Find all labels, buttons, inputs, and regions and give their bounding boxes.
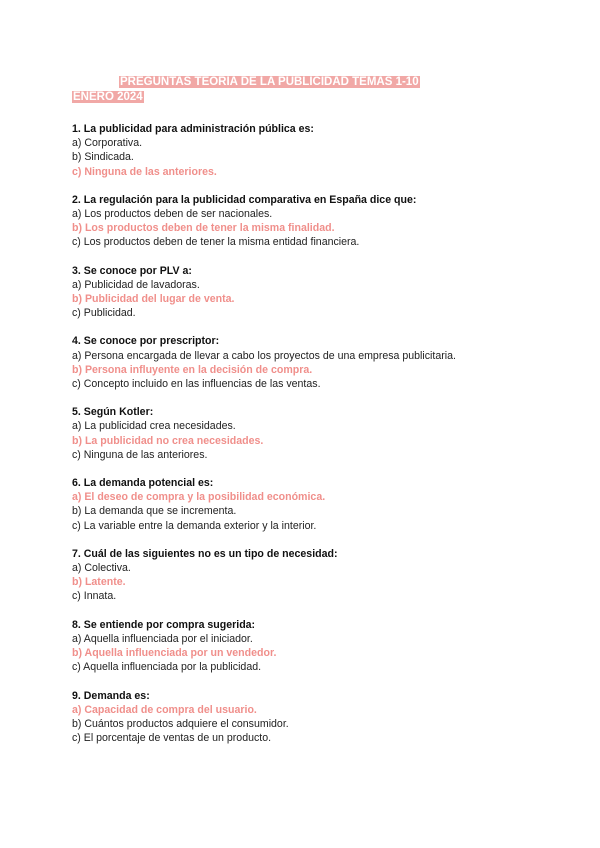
question-block bbox=[72, 334, 542, 391]
answer-option: a) Persona encargada de llevar a cabo los proyectos de una empresa publicitaria. bbox=[72, 349, 456, 362]
question-text: 1. La publicidad para administración pública es: bbox=[72, 123, 314, 135]
answer-option: a) Los productos deben de ser nacionales. bbox=[72, 208, 273, 221]
question-block bbox=[72, 405, 542, 462]
answer-option: b) Cuántos productos adquiere el consumidor. bbox=[72, 717, 289, 730]
correct-answer-option: b) Aquella influenciada por un vendedor. bbox=[72, 647, 277, 660]
correct-answer-option: c) Ninguna de las anteriores. bbox=[72, 165, 217, 178]
question-text: 5. Según Kotler: bbox=[72, 406, 154, 419]
title-line-1: PREGUNTAS TEORÍA DE LA PUBLICIDAD TEMAS 1-10 bbox=[120, 76, 419, 88]
answer-option: a) La publicidad crea necesidades. bbox=[72, 420, 236, 433]
correct-answer-option: a) Capacidad de compra del usuario. bbox=[72, 703, 257, 716]
question-text: 2. La regulación para la publicidad comparativa en España dice que: bbox=[72, 193, 417, 206]
answer-option: b) Sindicada. bbox=[72, 151, 134, 164]
question-block bbox=[72, 264, 542, 321]
question-text: 8. Se entiende por compra sugerida: bbox=[72, 618, 256, 631]
question-block bbox=[72, 689, 542, 746]
answer-option: a) Colectiva. bbox=[72, 562, 131, 575]
answer-option: c) Publicidad. bbox=[72, 307, 136, 320]
question-block bbox=[72, 122, 542, 179]
question-text: 6. La demanda potencial es: bbox=[72, 477, 214, 490]
question-block bbox=[72, 193, 542, 250]
question-block bbox=[72, 618, 542, 675]
title-line-2: ENERO 2024 bbox=[73, 91, 143, 103]
answer-option: c) Los productos deben de tener la misma entidad financiera. bbox=[72, 236, 360, 249]
correct-answer-option: b) Persona influyente en la decisión de compra. bbox=[72, 363, 313, 376]
question-list bbox=[72, 122, 542, 759]
answer-option: c) El porcentaje de ventas de un producto. bbox=[72, 732, 272, 745]
answer-option: b) La demanda que se incrementa. bbox=[72, 505, 237, 518]
answer-option: c) Innata. bbox=[72, 590, 117, 603]
answer-option: c) Ninguna de las anteriores. bbox=[72, 448, 208, 461]
question-block bbox=[72, 476, 542, 533]
correct-answer-option: b) La publicidad no crea necesidades. bbox=[72, 434, 264, 447]
correct-answer-option: b) Los productos deben de tener la misma finalidad. bbox=[72, 222, 335, 235]
correct-answer-option: a) El deseo de compra y la posibilidad económica. bbox=[72, 491, 326, 504]
answer-option: a) Corporativa. bbox=[72, 137, 143, 150]
answer-option: c) Concepto incluido en las influencias de las ventas. bbox=[72, 378, 321, 391]
document-title bbox=[72, 72, 532, 102]
answer-option: c) Aquella influenciada por la publicidad. bbox=[72, 661, 262, 674]
answer-option: a) Publicidad de lavadoras. bbox=[72, 278, 200, 291]
answer-option: c) La variable entre la demanda exterior y la interior. bbox=[72, 519, 317, 532]
question-text: 9. Demanda es: bbox=[72, 689, 150, 702]
question-text: 3. Se conoce por PLV a: bbox=[72, 264, 192, 277]
correct-answer-option: b) Latente. bbox=[72, 576, 126, 589]
question-text: 7. Cuál de las siguientes no es un tipo de necesidad: bbox=[72, 547, 338, 560]
correct-answer-option: b) Publicidad del lugar de venta. bbox=[72, 293, 235, 306]
question-block bbox=[72, 547, 542, 604]
answer-option: a) Aquella influenciada por el iniciador. bbox=[72, 632, 253, 645]
question-text: 4. Se conoce por prescriptor: bbox=[72, 335, 220, 348]
